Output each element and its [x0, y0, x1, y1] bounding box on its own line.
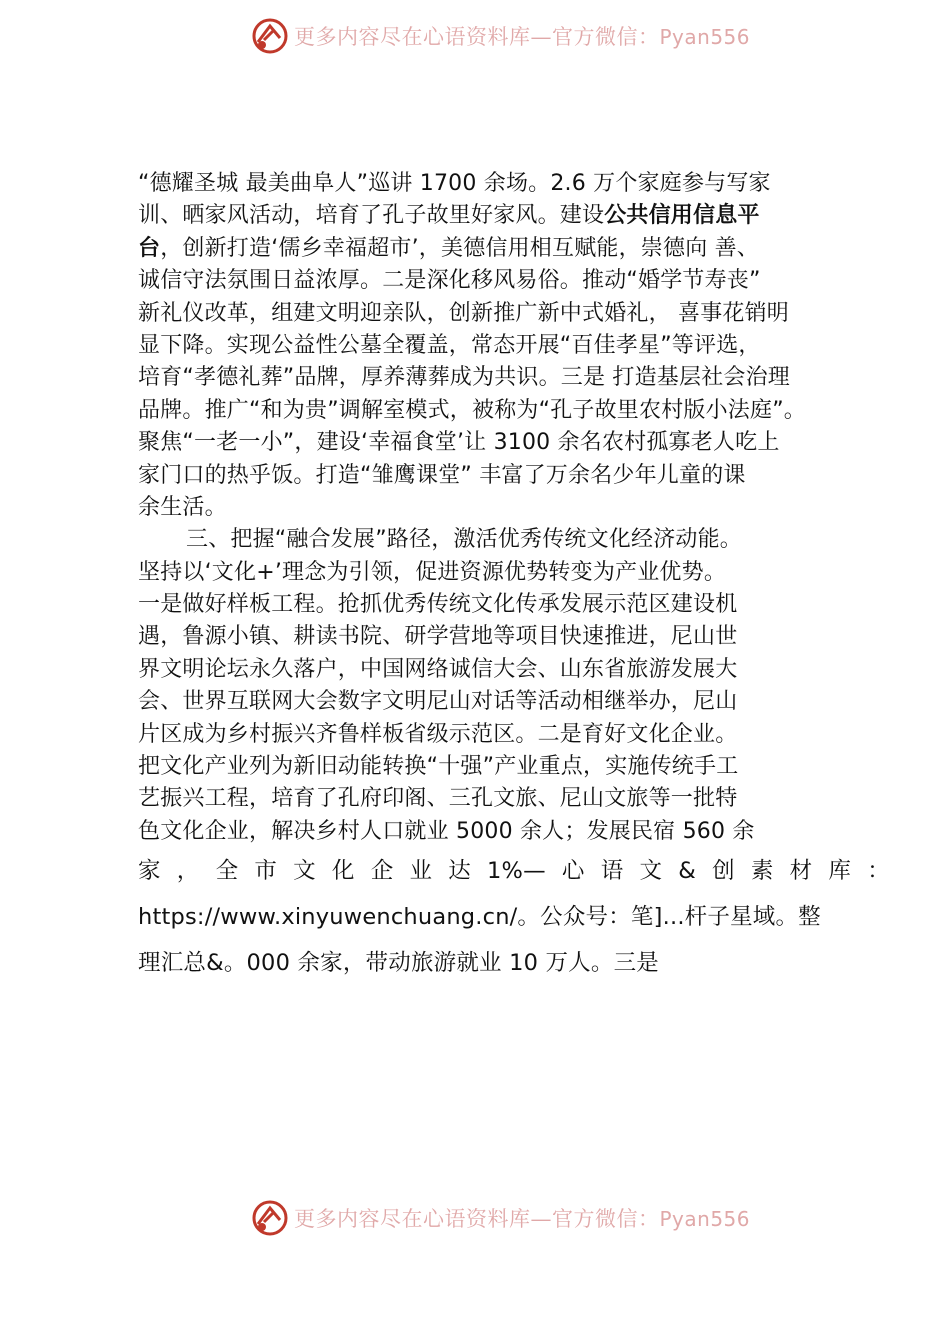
text-line: “德耀圣城 最美曲阜人”巡讲 1700 余场。2.6 万个家庭参与写家: [138, 171, 771, 196]
spaced-word: ，: [176, 858, 200, 885]
banner-text-cn: 更多内容尽在心语资料库—官方微信：: [294, 25, 660, 49]
text-line: 界文明论坛永久落户，中国网络诚信大会、山东省旅游发展大: [138, 656, 738, 682]
spaced-word: 化: [331, 858, 355, 885]
text-span: ，创新打造‘儒乡幸福超市’，美德信用相互赋能，崇德向 善、: [160, 235, 759, 261]
text-line: 片区成为乡村振兴齐鲁样板省级示范区。二是育好文化企业。: [138, 721, 738, 747]
text-line: [138, 233, 858, 265]
red-stamp-logo-icon: [250, 16, 290, 56]
spaced-word: 文: [639, 858, 663, 885]
spaced-word: 素: [750, 858, 774, 885]
text-line: 遇，鲁源小镇、耕读书院、研学营地等项目快速推进，尼山世: [138, 624, 738, 650]
text-line: 坚持以‘文化+’理念为引领，促进资源优势转变为产业优势。: [138, 559, 727, 585]
text-line: 家门口的热乎饭。打造“雏鹰课堂” 丰富了万余名少年儿童的课: [138, 462, 746, 488]
text-line: 色文化企业，解决乡村人口就业 5000 余人；发展民宿 560 余: [138, 818, 755, 844]
banner-text: [294, 1203, 750, 1233]
spaced-word: 达: [448, 858, 471, 885]
spaced-word: 创: [712, 858, 735, 885]
text-line: 余生活。: [138, 494, 227, 520]
text-line: 理汇总&。000 余家，带动旅游就业 10 万人。三是: [138, 950, 659, 977]
text-line: 新礼仪改革，组建文明迎亲队，创新推广新中式婚礼， 喜事花销明: [138, 300, 789, 326]
spaced-word: 文: [293, 858, 316, 885]
spaced-word: 材: [789, 858, 813, 885]
bold-phrase: 公共信用信息平: [604, 203, 760, 229]
spaced-word: 语: [600, 858, 624, 885]
bold-char: 台: [138, 235, 161, 261]
text-line: 显下降。实现公益性公墓全覆盖，常态开展“百佳孝星”等评选，: [138, 332, 761, 358]
red-stamp-logo-icon: [250, 1198, 290, 1238]
text-line: 把文化产业列为新旧动能转换“十强”产业重点，实施传统手工: [138, 754, 739, 780]
text-span: 训、晒家风活动，培育了孔子故里好家风。建设: [138, 203, 605, 229]
banner-text-cn: 更多内容尽在心语资料库—官方微信：: [294, 1207, 660, 1231]
section-heading-line: 三、把握“融合发展”路径，激活优秀传统文化经济动能。: [186, 527, 742, 553]
spaced-word: 1%—: [487, 858, 546, 885]
banner-wechat-id: Pyan556: [659, 25, 751, 49]
spaced-word: &: [678, 858, 696, 885]
banner-wechat-id: Pyan556: [659, 1207, 751, 1231]
footer-banner: [250, 1198, 750, 1238]
document-body: [138, 168, 890, 986]
spaced-word: 企: [370, 858, 394, 885]
spaced-word: 家: [138, 858, 161, 885]
text-line: 培育“孝德礼葬”品牌，厚养薄葬成为共识。三是 打造基层社会治理: [138, 365, 790, 391]
text-line: 品牌。推广“和为贵”调解室模式，被称为“孔子故里农村版小法庭”。: [138, 397, 806, 423]
text-line: 一是做好样板工程。抢抓优秀传统文化传承发展示范区建设机: [138, 592, 738, 618]
text-line: 诚信守法氛围日益浓厚。二是深化移风易俗。推动“婚学节寿丧”: [138, 268, 761, 294]
justified-line: [138, 848, 890, 894]
spaced-word: 全: [215, 858, 239, 885]
spaced-word: 业: [409, 858, 433, 885]
spaced-word: 市: [254, 858, 278, 885]
header-banner: [250, 16, 750, 56]
text-line: 艺振兴工程，培育了孔府印阁、三孔文旅、尼山文旅等一批特: [138, 786, 738, 812]
url-line: https://www.xinyuwenchuang.cn/。公众号：笔]...杆子星域。整: [138, 904, 821, 931]
spaced-word: ：: [867, 858, 890, 885]
spaced-word: 心: [561, 858, 585, 885]
banner-text: [294, 21, 750, 51]
text-line: 会、世界互联网大会数字文明尼山对话等活动相继举办，尼山: [138, 689, 738, 715]
text-line: [138, 200, 858, 232]
spaced-word: 库: [828, 858, 852, 885]
text-line: 聚焦“一老一小”，建设‘幸福食堂’让 3100 余名农村孤寡老人吃上: [138, 430, 780, 456]
